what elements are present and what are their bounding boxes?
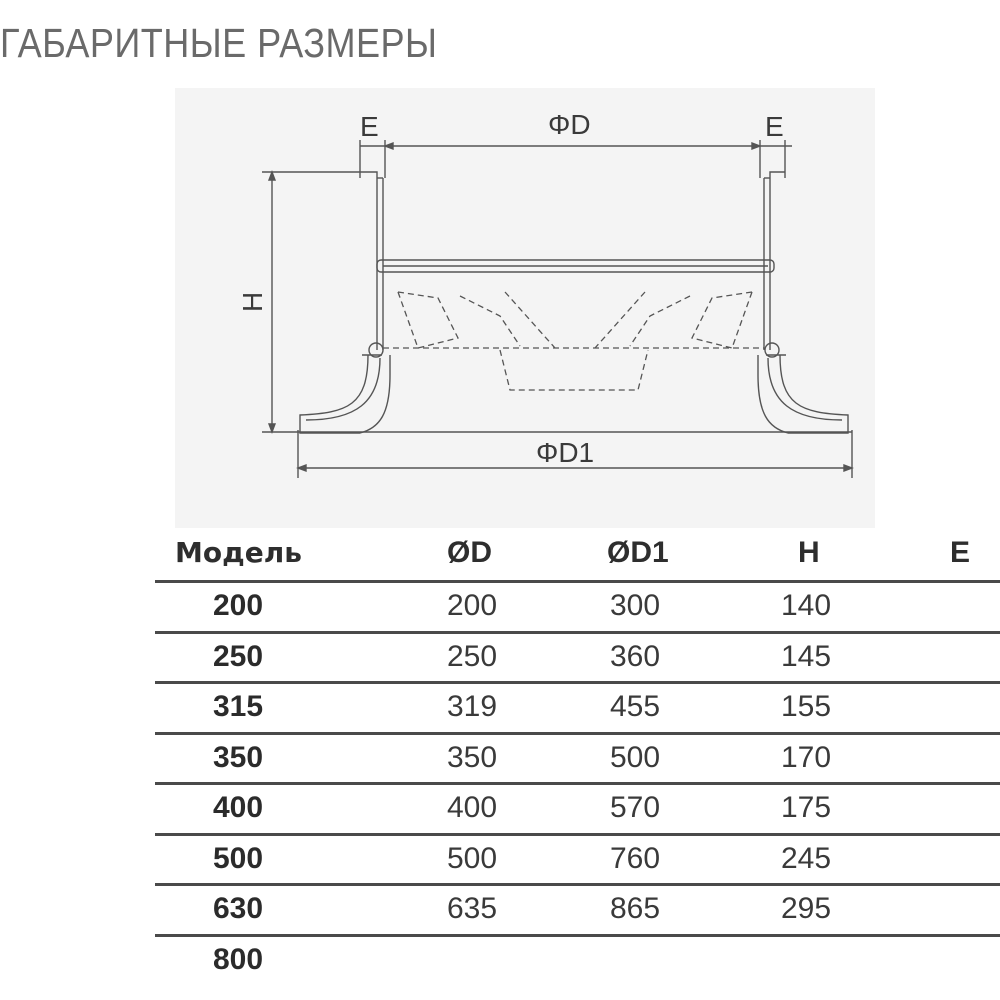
- cell-d1: 455: [610, 690, 661, 723]
- diffuser-section-svg: [175, 88, 875, 528]
- cell-h: 145: [781, 639, 832, 673]
- table-row: [155, 785, 1000, 836]
- phi-d-label: ΦD: [548, 109, 591, 140]
- cell-d: 635: [447, 892, 498, 925]
- header-h: H: [798, 536, 820, 569]
- cell-model: 315: [213, 690, 264, 723]
- dimension-drawing: [175, 88, 875, 528]
- cell-d: 319: [447, 690, 498, 723]
- table-row: [155, 937, 1000, 985]
- header-d1: ØD1: [607, 536, 669, 569]
- page-title: ГАБАРИТНЫЕ РАЗМЕРЫ: [0, 20, 438, 66]
- table-row: [155, 735, 1000, 786]
- cell-d: 500: [447, 841, 498, 875]
- cell-d1: 760: [610, 841, 661, 875]
- e-right-label: E: [765, 111, 784, 142]
- cell-h: 175: [781, 791, 832, 824]
- cell-model: 350: [213, 740, 264, 774]
- cell-d1: 500: [610, 740, 661, 774]
- e-left-label: E: [360, 111, 379, 142]
- table-row: [155, 634, 1000, 685]
- cell-d: 200: [447, 589, 498, 622]
- h-label: H: [237, 291, 268, 312]
- cell-model: 800: [213, 942, 264, 976]
- cell-model: 630: [213, 892, 264, 925]
- cell-model: 200: [213, 589, 264, 622]
- header-d: ØD: [447, 536, 492, 569]
- dimensions-table: [155, 530, 1000, 984]
- cell-h: 245: [781, 841, 832, 875]
- cell-model: 400: [213, 791, 264, 824]
- cell-d: 400: [447, 791, 498, 824]
- cell-d1: 865: [610, 892, 661, 925]
- cell-h: 295: [781, 892, 832, 925]
- cell-h: 140: [781, 589, 832, 622]
- header-model: Модель: [175, 536, 302, 569]
- table-row: [155, 886, 1000, 937]
- header-e: E: [950, 536, 971, 569]
- cell-model: 500: [213, 841, 264, 875]
- table-row: [155, 836, 1000, 887]
- phi-d1-label: ΦD1: [536, 437, 595, 468]
- cell-model: 250: [213, 639, 264, 673]
- table-row: [155, 583, 1000, 634]
- cell-d1: 360: [610, 639, 661, 673]
- cell-h: 155: [781, 690, 832, 723]
- table-header: [155, 530, 1000, 583]
- cell-d: 350: [447, 740, 498, 774]
- cell-h: 170: [781, 740, 832, 774]
- cell-d1: 300: [610, 589, 661, 622]
- table-row: [155, 684, 1000, 735]
- cell-d: 250: [447, 639, 498, 673]
- cell-d1: 570: [610, 791, 661, 824]
